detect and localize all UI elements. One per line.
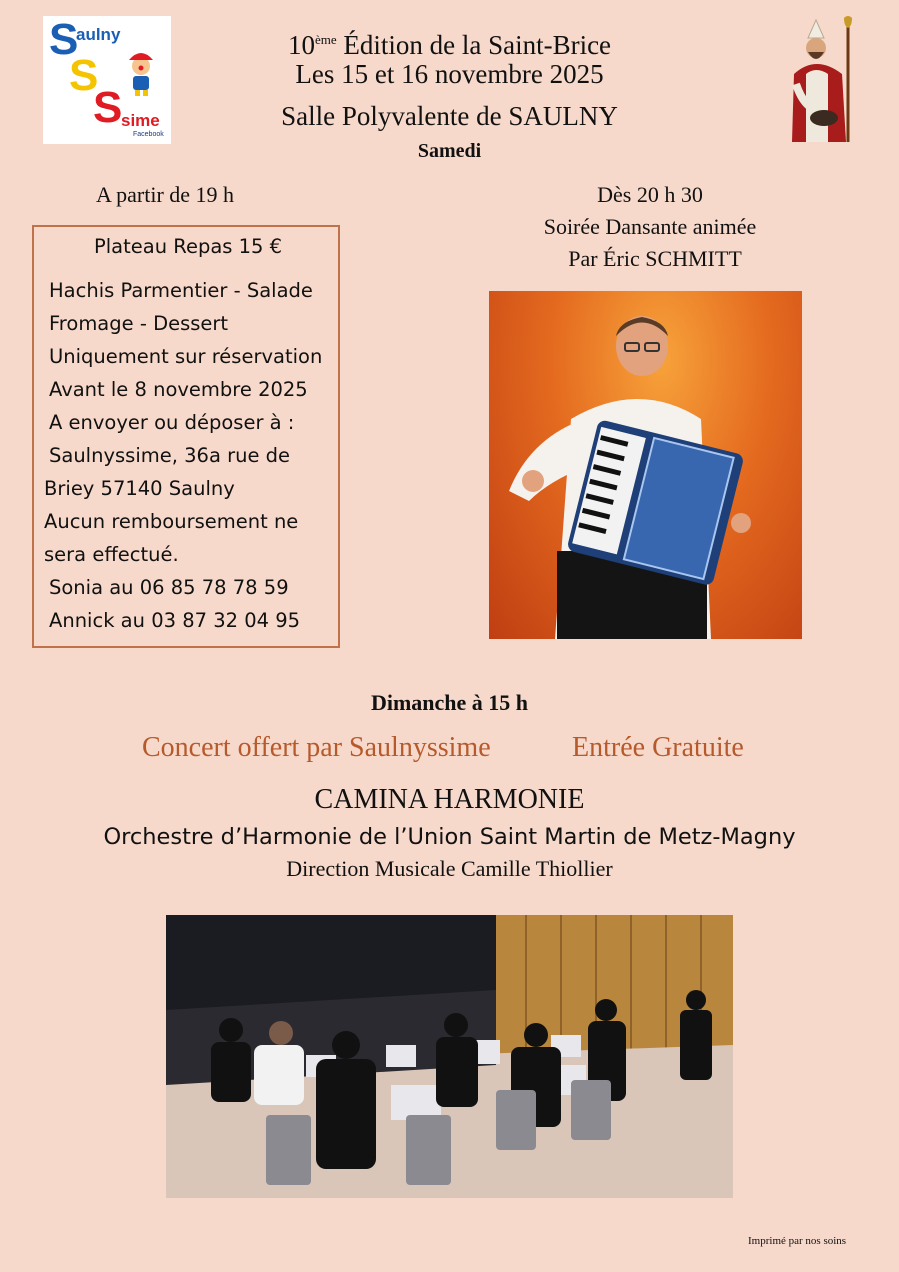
logo-letter-s1: S — [49, 15, 79, 64]
meal-line: A envoyer ou déposer à : — [49, 411, 295, 434]
logo-letter-s3: S — [93, 83, 123, 132]
orchestra-photo — [166, 915, 733, 1198]
edition-superscript: ème — [314, 32, 337, 47]
sunday-heading: Dimanche à 15 h — [370, 690, 529, 715]
band-name: CAMINA HARMONIE — [314, 784, 585, 815]
logo-word-sime: sime — [121, 111, 160, 130]
musical-direction: Direction Musicale Camille Thiollier — [286, 856, 613, 881]
meal-line: Briey 57140 Saulny — [44, 477, 235, 500]
saturday-heading: Samedi — [417, 140, 482, 162]
logo-letter-s2: S — [69, 51, 99, 100]
orchestra-name: Orchestre d’Harmonie de l’Union Saint Martin de Metz-Magny — [103, 824, 796, 850]
meal-line: Aucun remboursement ne — [44, 510, 299, 533]
free-entry-text: Entrée Gratuite — [572, 732, 744, 763]
edition-title — [0, 24, 899, 61]
meal-time: A partir de 19 h — [95, 182, 235, 207]
concert-text: Concert offert par Saulnyssime — [142, 732, 491, 763]
printed-by-note: Imprimé par nos soins — [748, 1235, 847, 1247]
logo-word-aulny: aulny — [76, 25, 121, 44]
meal-line: Hachis Parmentier - Salade — [49, 279, 313, 302]
facebook-label: Facebook — [133, 131, 164, 138]
dance-title: Soirée Dansante animée — [543, 214, 757, 239]
event-dates: Les 15 et 16 novembre 2025 — [295, 59, 604, 89]
accordion-player-illustration — [489, 291, 802, 639]
dance-time: Dès 20 h 30 — [597, 182, 703, 207]
meal-box-title: Plateau Repas 15 € — [94, 235, 283, 258]
meal-info-box — [32, 225, 340, 648]
meal-line: Annick au 03 87 32 04 95 — [49, 609, 301, 632]
meal-line: Avant le 8 novembre 2025 — [49, 378, 308, 401]
event-venue: Salle Polyvalente de SAULNY — [281, 101, 618, 131]
meal-line: Fromage - Dessert — [49, 312, 229, 335]
orchestra-illustration — [166, 915, 733, 1198]
meal-line: Sonia au 06 85 78 78 59 — [49, 576, 289, 599]
dance-host: Par Éric SCHMITT — [568, 246, 742, 271]
meal-line: sera effectué. — [44, 543, 179, 566]
edition-number: 10 — [287, 30, 315, 60]
edition-text: Édition de la Saint-Brice — [336, 30, 612, 60]
accordion-player-photo — [489, 291, 802, 639]
meal-line: Uniquement sur réservation — [49, 345, 323, 368]
meal-line: Saulnyssime, 36a rue de — [49, 444, 291, 467]
